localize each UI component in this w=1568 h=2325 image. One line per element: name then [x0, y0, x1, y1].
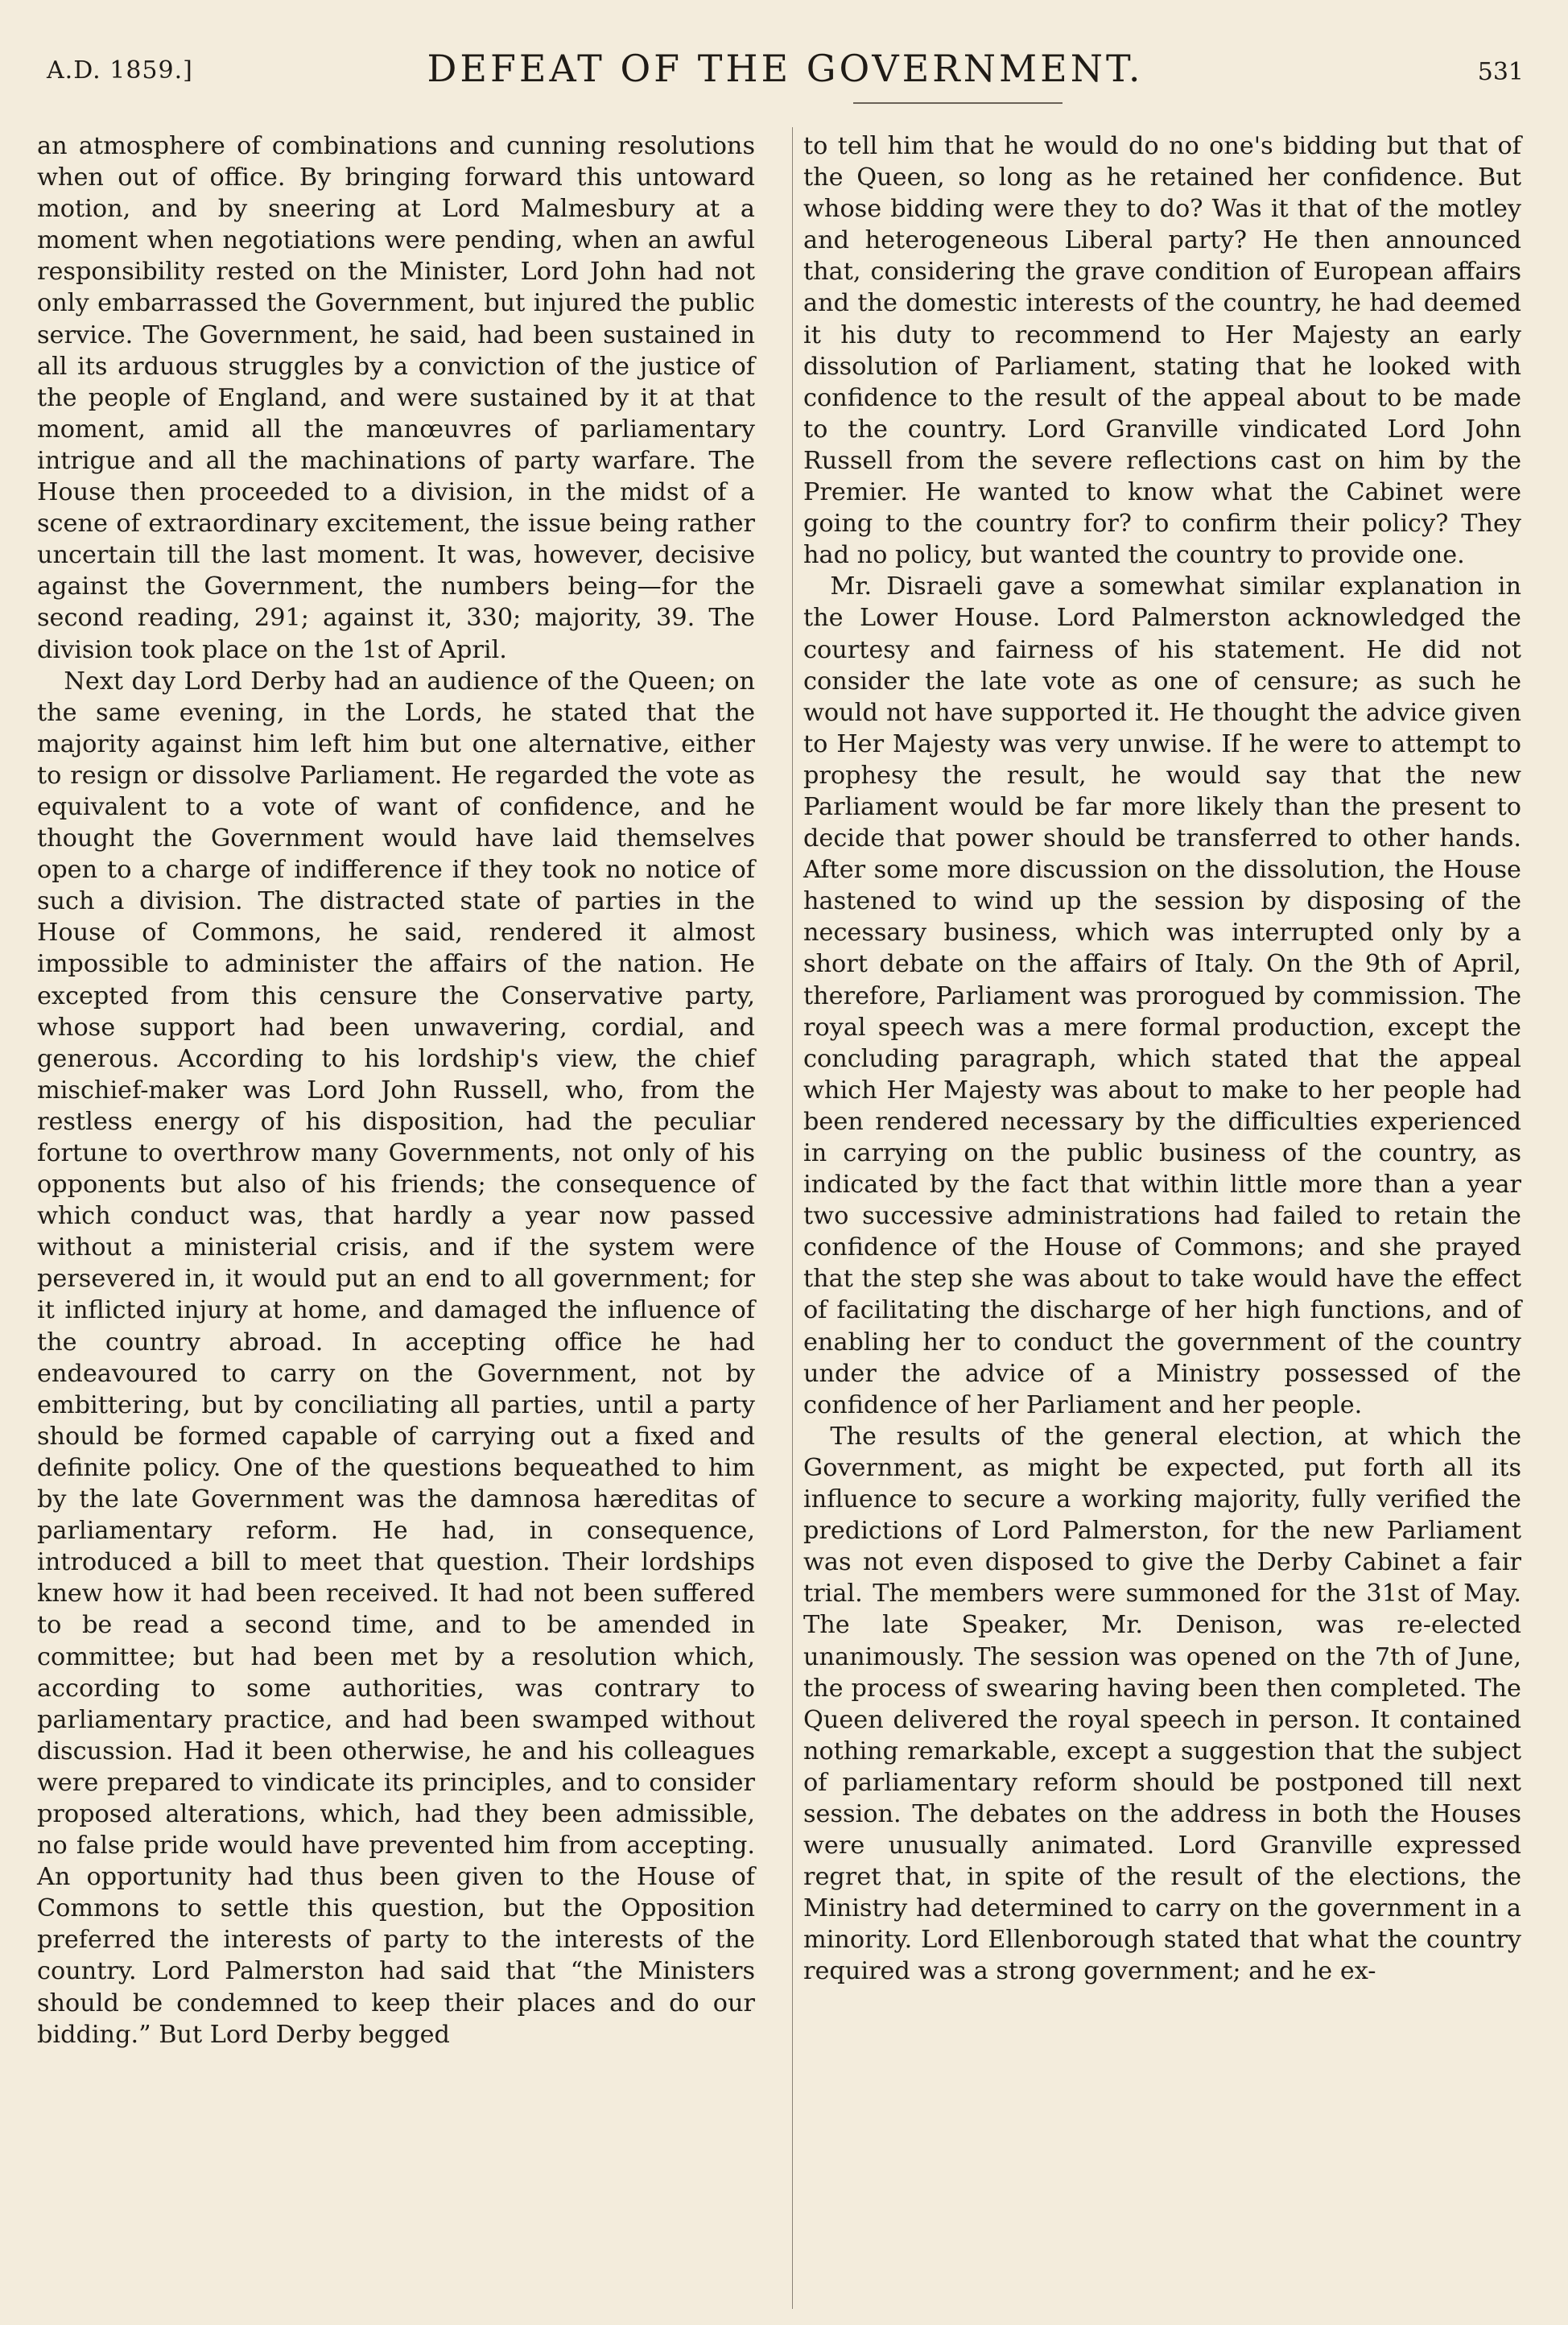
page-number: 531	[1477, 58, 1524, 86]
paragraph: Mr. Disraeli gave a somewhat similar explanation in the Lower House. Lord Palmerston acknowledged the courtesy and fairness of his statement. He did not consider the late vote as one of censure; as such he would not have supported it. He thought the advice given to Her Majesty was very unwise. If he were to attempt to prophesy the result, he would say that the new Parliament would be far more likely than the present to decide that power should be transferred to other hands. After some more discussion on the dissolution, the House hastened to wind up the session by disposing of the necessary business, which was interrupted only by a short debate on the affairs of Italy. On the 9th of April, therefore, Parliament was prorogued by commission. The royal speech was a mere formal production, except the concluding paragraph, which stated that the appeal which Her Majesty was about to make to her people had been rendered necessary by the difficulties experienced in carrying on the public business of the country, as indicated by the fact that within little more than a year two successive administrations had failed to retain the confidence of the House of Commons; and she prayed that the step she was about to take would have the effect of facilitating the discharge of her high functions, and of enabling her to conduct the government of the country under the advice of a Ministry possessed of the confidence of her Parliament and her people.	[803, 572, 1521, 1419]
paragraph: The results of the general election, at which the Government, as might be expected, put forth all its influence to secure a working majority, fully verified the predictions of Lord Palmerston, for the new Parliament was not even disposed to give the Derby Cabinet a fair trial. The members were summoned for the 31st of May. The late Speaker, Mr. Denison, was re-elected unanimously. The session was opened on the 7th of June, the process of swearing having been then completed. The Queen delivered the royal speech in person. It contained nothing remarkable, except a suggestion that the subject of parliamentary reform should be postponed till next session. The debates on the address in both the Houses were unusually animated. Lord Granville expressed regret that, in spite of the result of the elections, the Ministry had determined to carry on the government in a minority. Lord Ellenborough stated that what the country required was a strong government; and he ex-	[803, 1422, 1521, 1986]
column-divider	[792, 127, 793, 2309]
paragraph: an atmosphere of combinations and cunning resolutions when out of office. By bringing forward this untoward motion, and by sneering at Lord Malmesbury at a moment when negotiations were pending, when an awful responsibility rested on the Minister, Lord John had not only embarrassed the Government, but injured the public service. The Government, he said, had been sustained in all its arduous struggles by a conviction of the justice of the people of England, and were sustained by it at that moment, amid all the manœuvres of parliamentary intrigue and all the machinations of party warfare. The House then proceeded to a division, in the midst of a scene of extraordinary excitement, the issue being rather uncertain till the last moment. It was, however, decisive against the Government, the numbers being—for the second reading, 291; against it, 330; majority, 39. The division took place on the 1st of April.	[37, 132, 755, 664]
header-rule	[853, 102, 1063, 104]
paragraph: Next day Lord Derby had an audience of the Queen; on the same evening, in the Lords, he stated that the majority against him left him but one alternative, either to resign or dissolve Parliament. He regarded the vote as equivalent to a vote of want of confidence, and he thought the Government would have laid themselves open to a charge of indifference if they took no notice of such a division. The distracted state of parties in the House of Commons, he said, rendered it almost impossible to administer the affairs of the nation. He excepted from this censure the Conservative party, whose support had been unwavering, cordial, and generous. According to his lordship's view, the chief mischief-maker was Lord John Russell, who, from the restless energy of his disposition, had the peculiar fortune to overthrow many Governments, not only of his opponents but also of his friends; the consequence of which conduct was, that hardly a year now passed without a ministerial crisis, and if the system were persevered in, it would put an end to all government; for it inflicted injury at home, and damaged the influence of the country abroad. In accepting office he had endeavoured to carry on the Government, not by embittering, but by conciliating all parties, until a party should be formed capable of carrying out a fixed and definite policy. One of the questions bequeathed to him by the late Government was the damnosa hæreditas of parliamentary reform. He had, in consequence, introduced a bill to meet that question. Their lordships knew how it had been received. It had not been suffered to be read a second time, and to be amended in committee; but had been met by a resolution which, according to some authorities, was contrary to parliamentary practice, and had been swamped without discussion. Had it been otherwise, he and his colleagues were prepared to vindicate its principles, and to consider proposed alterations, which, had they been admissible, no false pride would have prevented him from accepting. An opportunity had thus been given to the House of Commons to settle this question, but the Opposition preferred the interests of party to the interests of the country. Lord Palmerston had said that “the Ministers should be condemned to keep their places and do our bidding.” But Lord Derby begged	[37, 667, 755, 2049]
paragraph: to tell him that he would do no one's bidding but that of the Queen, so long as he retained her confidence. But whose bidding were they to do? Was it that of the motley and heterogeneous Liberal party? He then announced that, considering the grave condition of European affairs and the domestic interests of the country, he had deemed it his duty to recommend to Her Majesty an early dissolution of Parliament, stating that he looked with confidence to the result of the appeal about to be made to the country. Lord Granville vindicated Lord John Russell from the severe reflections cast on him by the Premier. He wanted to know what the Cabinet were going to the country for? to confirm their policy? They had no policy, but wanted the country to provide one.	[803, 132, 1521, 570]
year-marker: A.D. 1859.]	[47, 56, 193, 85]
right-column	[803, 130, 1521, 1988]
running-header	[47, 35, 1524, 92]
left-column	[37, 130, 755, 2050]
page-title: DEFEAT OF THE GOVERNMENT.	[427, 47, 1144, 90]
